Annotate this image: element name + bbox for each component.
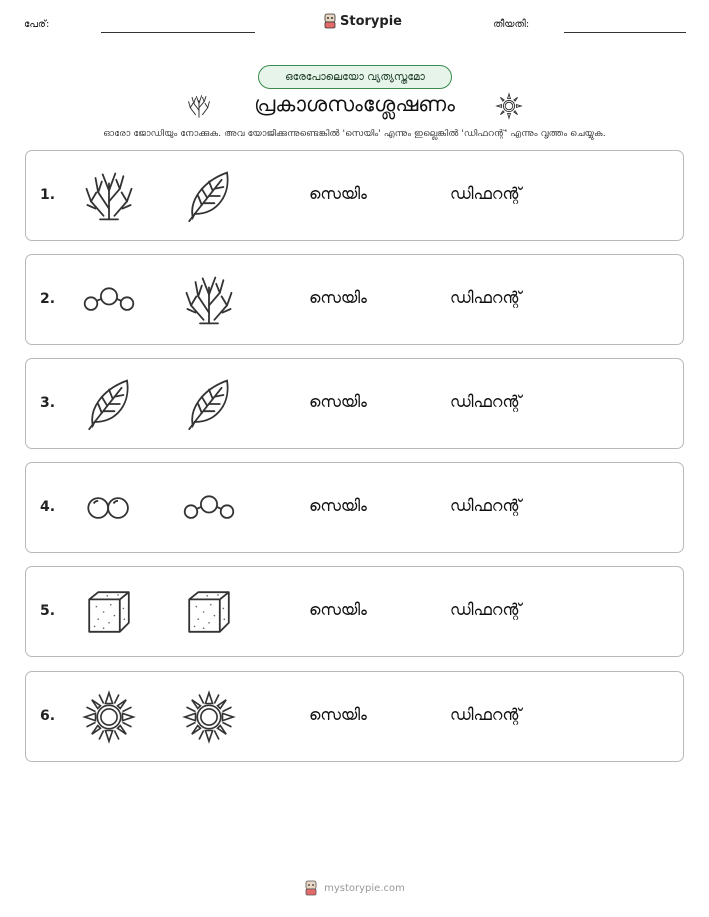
coral-icon [182,273,236,327]
sugar-cube-icon [182,585,236,639]
question-row-1 [25,150,684,241]
date-label: തീയതി: [493,19,530,30]
question-row-2 [25,254,684,345]
question-row-4 [25,462,684,553]
storypie-mascot-icon [323,13,337,29]
different-option[interactable]: ഡിഫറന്റ് [450,392,522,411]
same-option[interactable]: സെയിം [309,288,367,307]
sun-icon [82,690,136,744]
different-option[interactable]: ഡിഫറന്റ് [450,496,522,515]
leaf-icon [182,377,236,431]
question-number: 2. [40,291,56,307]
name-label: പേര്: [24,19,50,30]
footer [0,880,709,896]
different-option[interactable]: ഡിഫറന്റ് [450,705,522,724]
same-option[interactable]: സെയിം [309,705,367,724]
question-number: 1. [40,187,56,203]
sun-icon [182,690,236,744]
same-option[interactable]: സെയിം [309,184,367,203]
sun-icon [495,92,523,120]
different-option[interactable]: ഡിഫറന്റ് [450,184,522,203]
question-number: 6. [40,708,56,724]
question-number: 5. [40,603,56,619]
same-option[interactable]: സെയിം [309,600,367,619]
same-option[interactable]: സെയിം [309,496,367,515]
question-number: 4. [40,499,56,515]
bubbles-icon [82,481,136,535]
topic-badge: ഒരേപോലെയോ വ്യത്യസ്തമോ [258,65,452,89]
question-row-3 [25,358,684,449]
same-option[interactable]: സെയിം [309,392,367,411]
storypie-mascot-icon [304,880,318,896]
sugar-cube-icon [82,585,136,639]
footer-url[interactable]: mystorypie.com [324,882,405,894]
brand-name: Storypie [340,13,402,29]
molecule-icon [182,481,236,535]
molecule-icon [82,273,136,327]
question-row-5 [25,566,684,657]
different-option[interactable]: ഡിഫറന്റ് [450,600,522,619]
name-line[interactable] [101,32,255,33]
coral-icon [82,169,136,223]
different-option[interactable]: ഡിഫറന്റ് [450,288,522,307]
page-title: പ്രകാശസംശ്ലേഷണം [254,92,455,116]
question-number: 3. [40,395,56,411]
date-line[interactable] [564,32,686,33]
leaf-icon [82,377,136,431]
instructions-text: ഓരോ ജോഡിയും നോക്കുക. അവ യോജിക്കുന്നുണ്ടെങ്കിൽ 'സെയിം' എന്നും ഇല്ലെങ്കിൽ 'ഡിഫറന്റ്' എന്നും വൃത്തം ചെയ്യുക. [103,128,606,139]
brand-logo [323,13,402,29]
question-row-6 [25,671,684,762]
leaf-icon [182,169,236,223]
